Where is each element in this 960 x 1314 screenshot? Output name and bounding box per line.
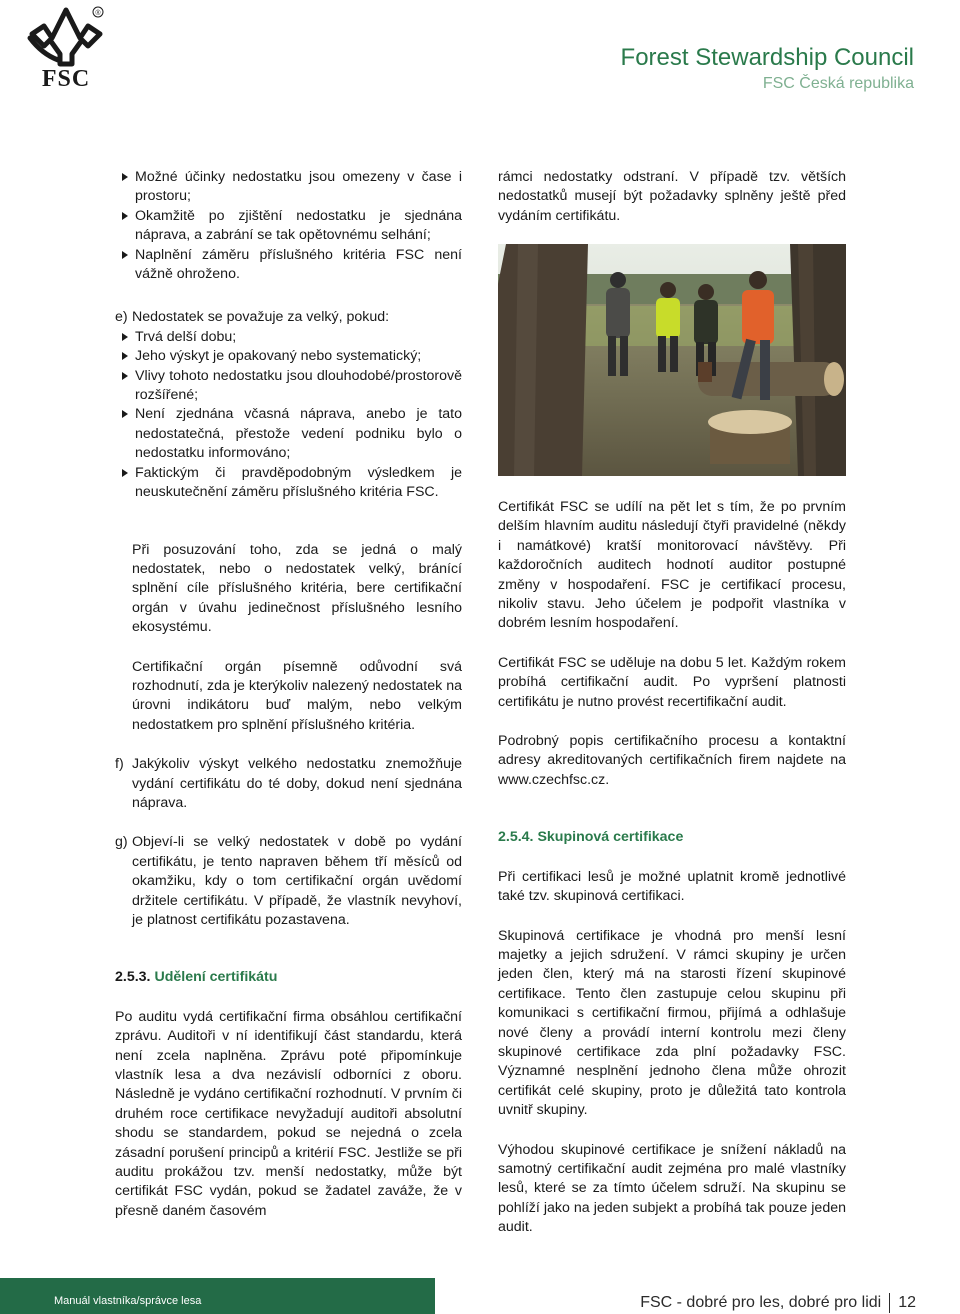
item-g [115,833,462,930]
paragraph: Výhodou skupinové certifikace je snížení nákladů na samotný certifikační audit zejména pro malé vlastníky lesů, které se za tímto účelem sdruží. Na skupinu se pohlíží jako na jeden subjekt a probíhá tak pouze jeden audit. [498,1141,846,1236]
list-item: Vlivy tohoto nedostatku jsou dlouhodobé/prostorově rozšířené; [115,367,462,406]
fsc-tree-logo-icon [22,4,112,90]
list-item: Jeho výskyt je opakovaný nebo systematický; [115,347,462,366]
item-e-bullet-list [115,328,462,503]
svg-text:FSC: FSC [41,66,91,90]
paragraph: Certifikát FSC se udílí na pět let s tím, že po prvním delším hlavním auditu následují čtyři pravidelné (někdy i namátkové) kratší monitorovací návštěvy. Při každoročních auditech hodnotí auditor postupné změny v hospodaření. FSC je certifikací procesu, nikoliv stavu. Jeho účelem je podpořit vlastníka v dobrém lesním hospodaření. [498,499,846,632]
intro-bullet-list [115,168,462,284]
item-e-heading [115,308,462,327]
paragraph: rámci nedostatky odstraní. V případě tzv. větších nedostatků musejí být požadavky splněny ještě před vydáním certifikátu. [498,169,846,224]
section-title: Udělení certifikátu [154,969,278,986]
right-column-lower [498,498,846,1238]
section-heading-254 [498,828,846,847]
footer-manual-label: Manuál vlastníka/správce lesa [54,1295,202,1307]
section-number: 2.5.4. [498,829,534,846]
brand-subtitle: FSC Česká republika [762,75,914,92]
item-text: Jakýkoliv výskyt velkého nedostatku znemožňuje vydání certifikátu do té doby, dokud není sjednána náprava. [132,756,462,811]
footer-slogan-area [640,1293,916,1313]
list-item: Není zjednána včasná náprava, anebo je tato nedostatečná, přestože vedení podniku bylo o nedostatku informováno; [115,405,462,463]
page-number: 12 [898,1294,916,1311]
item-label: f) [115,756,124,773]
svg-text:®: ® [95,10,101,17]
section-title: Skupinová certifikace [537,829,684,846]
forest-photo [498,244,846,476]
list-item: Okamžitě po zjištění nedostatku je sjednána náprava, a zabrání se tak opětovnému selhání; [115,207,462,246]
paragraph: Certifikační orgán písemně odůvodní svá rozhodnutí, zda je kterýkoliv nalezený nedostatek na úrovni indikátoru buď malým, nebo velkým nedostatkem pro splnění příslušného kritéria. [132,658,462,733]
brand-title: Forest Stewardship Council [620,44,914,71]
item-label: g) [115,834,128,851]
list-item: Faktickým či pravděpodobným výsledkem je neuskutečnění záměru příslušného kritéria FSC. [115,464,462,503]
item-text: Nedostatek se považuje za velký, pokud: [132,309,390,326]
paragraph: Při certifikaci lesů je možné uplatnit kromě jednotlivé také tzv. skupinová certifikaci. [498,868,846,905]
item-label: e) [115,309,128,326]
item-e [115,308,462,502]
item-f [115,755,462,813]
list-item: Naplnění záměru příslušného kritéria FSC není vážně ohroženo. [115,246,462,285]
right-column [498,168,846,226]
left-column [115,168,462,1221]
footer-slogan: FSC - dobré pro les, dobré pro lidi [640,1294,882,1311]
paragraph: Při posuzování toho, zda se jedná o malý nedostatek, nebo o nedostatek velký, bránící splnění cíle příslušného kritéria, bere certifikační orgán v úvahu jedinečnost příslušného lesního ekosystému. [132,541,462,636]
list-item: Možné účinky nedostatku jsou omezeny v čase i prostoru; [115,168,462,207]
paragraph: Podrobný popis certifikačního procesu a kontaktní adresy akreditovaných certifikačních firem najdete na www.czechfsc.cz. [498,733,846,788]
section-heading-253 [115,968,462,987]
header-brand [621,44,914,94]
footer-divider [889,1293,890,1313]
item-text: Objeví-li se velký nedostatek v době po vydání certifikátu, je tento napraven během tří měsíců od okamžiku, kdy o tom certifikační orgán uvědomí držitele certifikátu. V případě, že vlastník nevyhoví, je platnost certifikátu pozastavena. [132,834,462,928]
paragraph: Po auditu vydá certifikační firma obsáhlou certifikační zprávu. Auditoři v ní identifikují část standardu, která není zcela naplněna. Zprávu poté připomínkuje vlastník lesa a dva nezávislí odborníci z oboru. Následně je vydáno certifikační rozhodnutí. V prvním či druhém roce certifikace nevyžadují auditoři absolutní shodu se standardem, pokud se nejedná o zcela zásadní porušení principů a kritérií FSC. Jestliže se při auditu prokážou tzv. menší nedostatky, může být certifikát FSC vydán, pokud se žadatel zaváže, že v přesně daném časovém [115,1008,462,1219]
section-number: 2.5.3. [115,969,151,986]
paragraph: Skupinová certifikace je vhodná pro menší lesní majetky a jejich sdružení. V rámci skupiny je určen jeden člen, který má na starosti řízení skupinové certifikace. Tento člen zastupuje celou skupinu při komunikaci s certifikační firmou, přijímá a odhlašuje nové členy a provádí interní kontrolu mezi členy skupinové certifikace zda plní požadavky FSC. Významné nesplnění jednoho člena může ohrozit certifikát celé skupiny, proto je důležitá tato kontrola uvnitř skupiny. [498,927,846,1119]
paragraph: Certifikát FSC se uděluje na dobu 5 let. Každým rokem probíhá certifikační audit. Po vypršení platnosti certifikátu je nutno provést recertifikační audit. [498,654,846,710]
auditors-in-forest-image [498,244,846,476]
list-item: Trvá delší dobu; [115,328,462,347]
fsc-logo [22,4,112,90]
